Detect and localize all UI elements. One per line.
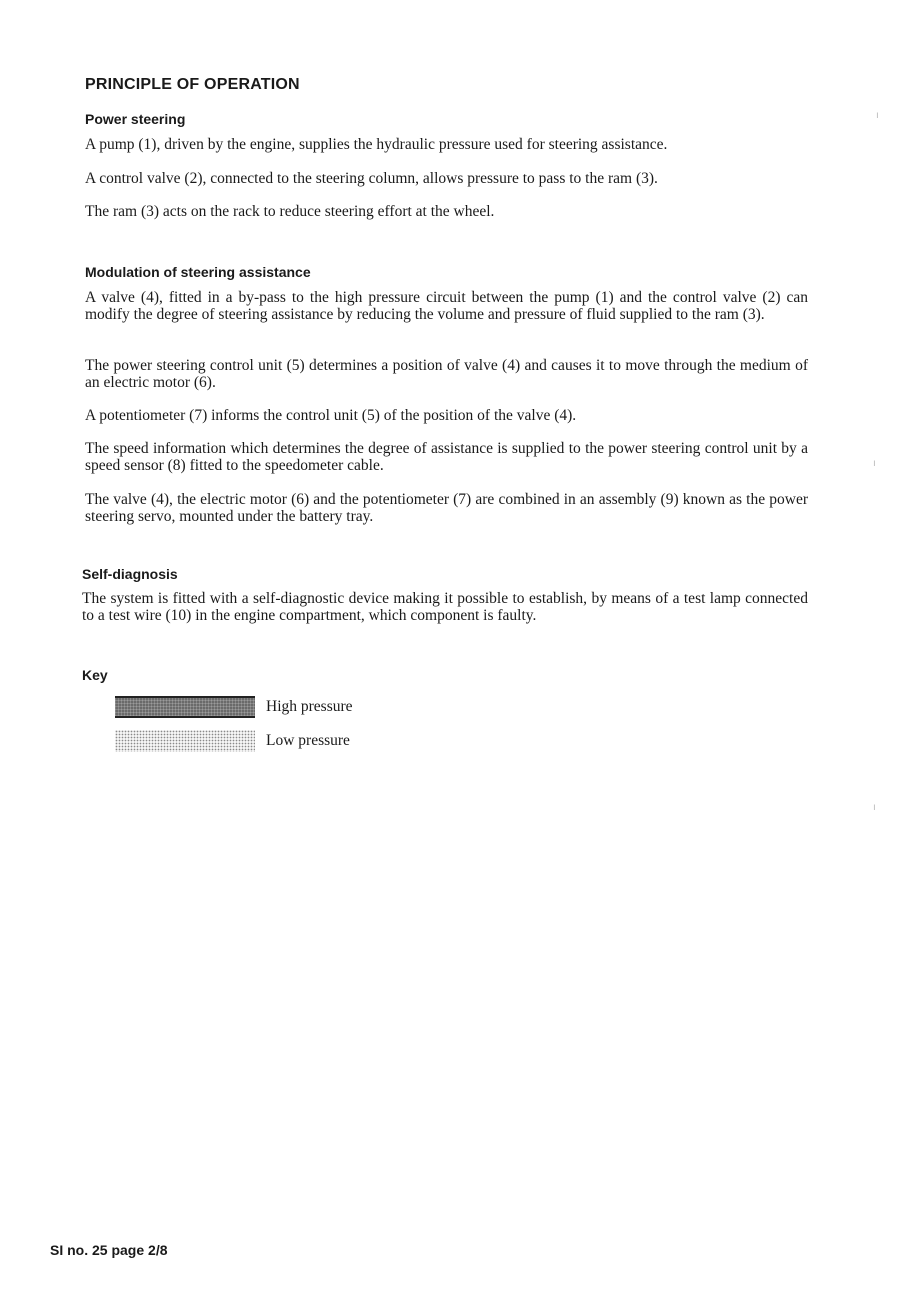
paragraph: The power steering control unit (5) determines a position of valve (4) and causes it to move through the medium of an electric motor (6). bbox=[85, 357, 808, 391]
key-label: High pressure bbox=[266, 698, 353, 715]
scan-mark: ı bbox=[876, 110, 879, 121]
page-title: PRINCIPLE OF OPERATION bbox=[85, 76, 300, 93]
low-pressure-swatch bbox=[115, 730, 255, 752]
section-heading-modulation: Modulation of steering assistance bbox=[85, 264, 311, 280]
scan-mark: ı bbox=[873, 458, 876, 469]
paragraph: A pump (1), driven by the engine, supplies the hydraulic pressure used for steering assistance. bbox=[85, 136, 668, 153]
paragraph: The speed information which determines the degree of assistance is supplied to the power steering control unit by a speed sensor (8) fitted to the speedometer cable. bbox=[85, 440, 808, 474]
key-label: Low pressure bbox=[266, 732, 350, 749]
section-heading-self-diagnosis: Self-diagnosis bbox=[82, 566, 178, 582]
paragraph: A control valve (2), connected to the steering column, allows pressure to pass to the ram (3). bbox=[85, 170, 658, 187]
scan-mark: ı bbox=[873, 802, 876, 813]
key-heading: Key bbox=[82, 667, 108, 683]
section-heading-power-steering: Power steering bbox=[85, 111, 186, 127]
paragraph: The ram (3) acts on the rack to reduce steering effort at the wheel. bbox=[85, 203, 495, 220]
page-footer: SI no. 25 page 2/8 bbox=[50, 1242, 168, 1258]
paragraph: A valve (4), fitted in a by-pass to the high pressure circuit between the pump (1) and the control valve (2) can modify the degree of steering assistance by reducing the volume and pressure of fluid supplied to the ram (3). bbox=[85, 289, 808, 323]
paragraph: The system is fitted with a self-diagnostic device making it possible to establish, by means of a test lamp connected to a test wire (10) in the engine compartment, which component is faulty. bbox=[82, 590, 808, 624]
paragraph: A potentiometer (7) informs the control unit (5) of the position of the valve (4). bbox=[85, 407, 577, 424]
paragraph: The valve (4), the electric motor (6) and the potentiometer (7) are combined in an assembly (9) known as the power steering servo, mounted under the battery tray. bbox=[85, 491, 808, 525]
high-pressure-swatch bbox=[115, 696, 255, 718]
